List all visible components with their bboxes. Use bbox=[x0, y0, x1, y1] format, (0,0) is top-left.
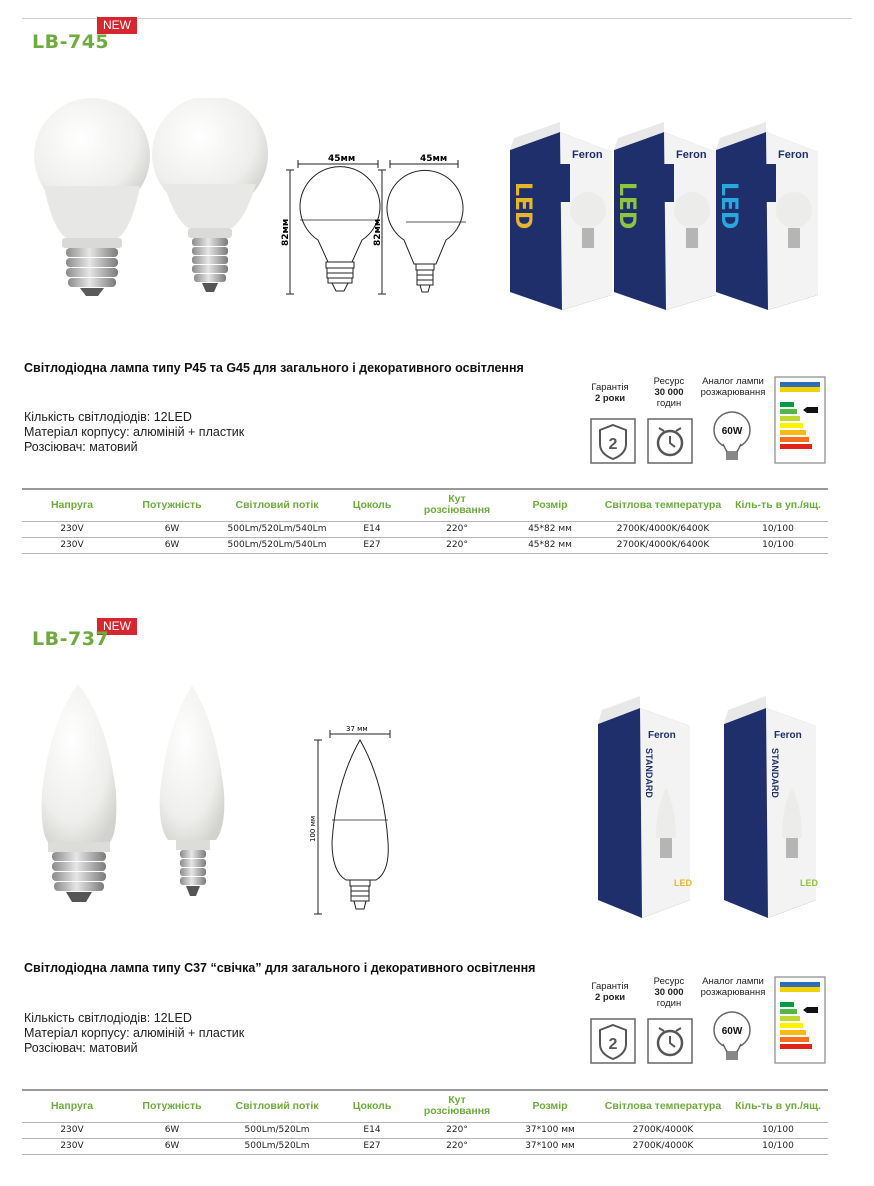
cell: 2700K/4000K/6400K bbox=[598, 537, 728, 553]
energy-label-icon bbox=[774, 376, 826, 464]
pack-brand-text: Feron bbox=[774, 730, 802, 741]
table-row bbox=[22, 521, 828, 537]
col-power: Потужність bbox=[122, 1090, 222, 1122]
col-flux: Світловий потік bbox=[222, 1090, 332, 1122]
col-voltage: Напруга bbox=[22, 1090, 122, 1122]
energy-label-icon bbox=[774, 976, 826, 1064]
svg-text:60W: 60W bbox=[721, 426, 743, 437]
pack-led-text: LED bbox=[674, 878, 692, 888]
packaging-boxes bbox=[500, 110, 840, 310]
dimension-drawings bbox=[280, 150, 470, 300]
resource-value: 30 000 bbox=[654, 987, 684, 998]
width-label: 45мм bbox=[420, 154, 448, 164]
cell: 230V bbox=[22, 1122, 122, 1138]
resource-value: 30 000 bbox=[654, 387, 684, 398]
cell: 10/100 bbox=[728, 1138, 828, 1154]
warranty-label: Гарантія bbox=[591, 382, 629, 393]
cell: 500Lm/520Lm bbox=[222, 1138, 332, 1154]
spec-line: Матеріал корпусу: алюміній + пластик bbox=[24, 1026, 245, 1040]
bulb-e27-photo bbox=[34, 98, 150, 296]
packaging-boxes bbox=[590, 688, 830, 920]
spec-line: Розсіювач: матовий bbox=[24, 440, 138, 454]
cell: E27 bbox=[332, 537, 412, 553]
col-qty: Кіль-ть в уп./ящ. bbox=[728, 489, 828, 521]
cell: 500Lm/520Lm bbox=[222, 1122, 332, 1138]
svg-text:2: 2 bbox=[608, 436, 618, 453]
product-title: Світлодіодна лампа типу P45 та G45 для загального і декоративного освітлення bbox=[24, 361, 524, 375]
bulb-photos bbox=[22, 98, 282, 303]
analog-label: Аналог лампи розжарювання bbox=[700, 976, 766, 998]
col-flux: Світловий потік bbox=[222, 489, 332, 521]
warranty-value: 2 роки bbox=[594, 992, 626, 1003]
table-row bbox=[22, 1122, 828, 1138]
height-label: 100 мм bbox=[309, 815, 317, 842]
analog-info bbox=[697, 976, 769, 998]
cell: 10/100 bbox=[728, 1122, 828, 1138]
spec-line: Кількість світлодіодів: 12LED bbox=[24, 410, 192, 424]
cell: 2700K/4000K bbox=[598, 1122, 728, 1138]
pack-box-neutral bbox=[614, 122, 716, 310]
cell: 10/100 bbox=[728, 521, 828, 537]
clock-icon bbox=[647, 1018, 693, 1064]
clock-icon bbox=[647, 418, 693, 464]
new-badge: NEW bbox=[97, 618, 137, 635]
spec-table bbox=[22, 1089, 828, 1155]
bulb-photos bbox=[30, 682, 240, 918]
cell: 6W bbox=[122, 521, 222, 537]
candle-e14-photo bbox=[160, 686, 225, 896]
bulb-e14-photo bbox=[152, 98, 268, 292]
pack-series-text: STANDARD bbox=[770, 748, 780, 798]
spec-line: Розсіювач: матовий bbox=[24, 1041, 138, 1055]
product-specs bbox=[24, 1011, 244, 1056]
col-size: Розмір bbox=[502, 1090, 598, 1122]
table-row bbox=[22, 1138, 828, 1154]
pack-brand-text: Feron bbox=[676, 149, 707, 161]
pack-led-text: LED bbox=[510, 182, 535, 230]
col-size: Розмір bbox=[502, 489, 598, 521]
svg-text:2: 2 bbox=[608, 1036, 618, 1053]
col-voltage: Напруга bbox=[22, 489, 122, 521]
resource-unit: годин bbox=[656, 398, 682, 409]
pack-brand-text: Feron bbox=[572, 149, 603, 161]
spec-line: Матеріал корпусу: алюміній + пластик bbox=[24, 425, 245, 439]
pack-led-text: LED bbox=[716, 182, 741, 230]
resource-label: Ресурс bbox=[653, 376, 685, 387]
col-temperature: Світлова температура bbox=[598, 1090, 728, 1122]
top-rule bbox=[22, 18, 852, 19]
cell: 220° bbox=[412, 521, 502, 537]
col-qty: Кіль-ть в уп./ящ. bbox=[728, 1090, 828, 1122]
candle-e27-photo bbox=[42, 684, 117, 902]
cell: 6W bbox=[122, 1138, 222, 1154]
warranty-icon bbox=[590, 418, 636, 464]
width-label: 45мм bbox=[328, 154, 356, 164]
pack-box-neutral bbox=[724, 696, 819, 918]
incandescent-bulb-icon bbox=[709, 410, 755, 466]
new-badge: NEW bbox=[97, 17, 137, 34]
cell: 500Lm/520Lm/540Lm bbox=[222, 521, 332, 537]
cell: 6W bbox=[122, 537, 222, 553]
warranty-icon bbox=[590, 1018, 636, 1064]
resource-info bbox=[642, 976, 696, 1009]
warranty-info bbox=[584, 981, 636, 1003]
pack-brand-text: Feron bbox=[648, 730, 676, 741]
cell: 230V bbox=[22, 1138, 122, 1154]
height-label: 82мм bbox=[373, 218, 383, 246]
cell: 220° bbox=[412, 1138, 502, 1154]
cell: 10/100 bbox=[728, 537, 828, 553]
cell: 230V bbox=[22, 537, 122, 553]
cell: 2700K/4000K bbox=[598, 1138, 728, 1154]
analog-info bbox=[697, 376, 769, 398]
pack-box-cold bbox=[716, 122, 818, 310]
dimension-drawing bbox=[306, 722, 398, 918]
height-label: 82мм bbox=[281, 218, 291, 246]
pack-led-text: LED bbox=[614, 182, 639, 230]
cell: E14 bbox=[332, 1122, 412, 1138]
pack-box-warm bbox=[510, 122, 612, 310]
cell: 45*82 мм bbox=[502, 537, 598, 553]
warranty-value: 2 роки bbox=[594, 393, 626, 404]
cell: 45*82 мм bbox=[502, 521, 598, 537]
pack-brand-text: Feron bbox=[778, 149, 809, 161]
pack-box-warm bbox=[598, 696, 693, 918]
col-angle: Кут розсіювання bbox=[412, 489, 502, 521]
pack-led-text: LED bbox=[800, 878, 818, 888]
spec-table bbox=[22, 488, 828, 554]
cell: 2700K/4000K/6400K bbox=[598, 521, 728, 537]
col-base: Цоколь bbox=[332, 1090, 412, 1122]
warranty-info bbox=[584, 382, 636, 404]
svg-text:60W: 60W bbox=[721, 1026, 743, 1037]
cell: 220° bbox=[412, 537, 502, 553]
warranty-label: Гарантія bbox=[591, 981, 629, 992]
col-power: Потужність bbox=[122, 489, 222, 521]
cell: E14 bbox=[332, 521, 412, 537]
table-row bbox=[22, 537, 828, 553]
col-temperature: Світлова температура bbox=[598, 489, 728, 521]
model-code: LB-737 bbox=[32, 628, 110, 650]
col-angle: Кут розсіювання bbox=[412, 1090, 502, 1122]
cell: 6W bbox=[122, 1122, 222, 1138]
cell: 230V bbox=[22, 521, 122, 537]
cell: E27 bbox=[332, 1138, 412, 1154]
resource-info bbox=[642, 376, 696, 409]
cell: 37*100 мм bbox=[502, 1122, 598, 1138]
model-code: LB-745 bbox=[32, 31, 110, 53]
cell: 220° bbox=[412, 1122, 502, 1138]
product-title: Світлодіодна лампа типу C37 “свічка” для загального і декоративного освітлення bbox=[24, 961, 536, 975]
product-specs bbox=[24, 410, 244, 455]
spec-line: Кількість світлодіодів: 12LED bbox=[24, 1011, 192, 1025]
analog-label: Аналог лампи розжарювання bbox=[700, 376, 766, 398]
incandescent-bulb-icon bbox=[709, 1010, 755, 1066]
resource-label: Ресурс bbox=[653, 976, 685, 987]
cell: 37*100 мм bbox=[502, 1138, 598, 1154]
resource-unit: годин bbox=[656, 998, 682, 1009]
pack-series-text: STANDARD bbox=[644, 748, 654, 798]
cell: 500Lm/520Lm/540Lm bbox=[222, 537, 332, 553]
width-label: 37 мм bbox=[346, 725, 368, 733]
col-base: Цоколь bbox=[332, 489, 412, 521]
